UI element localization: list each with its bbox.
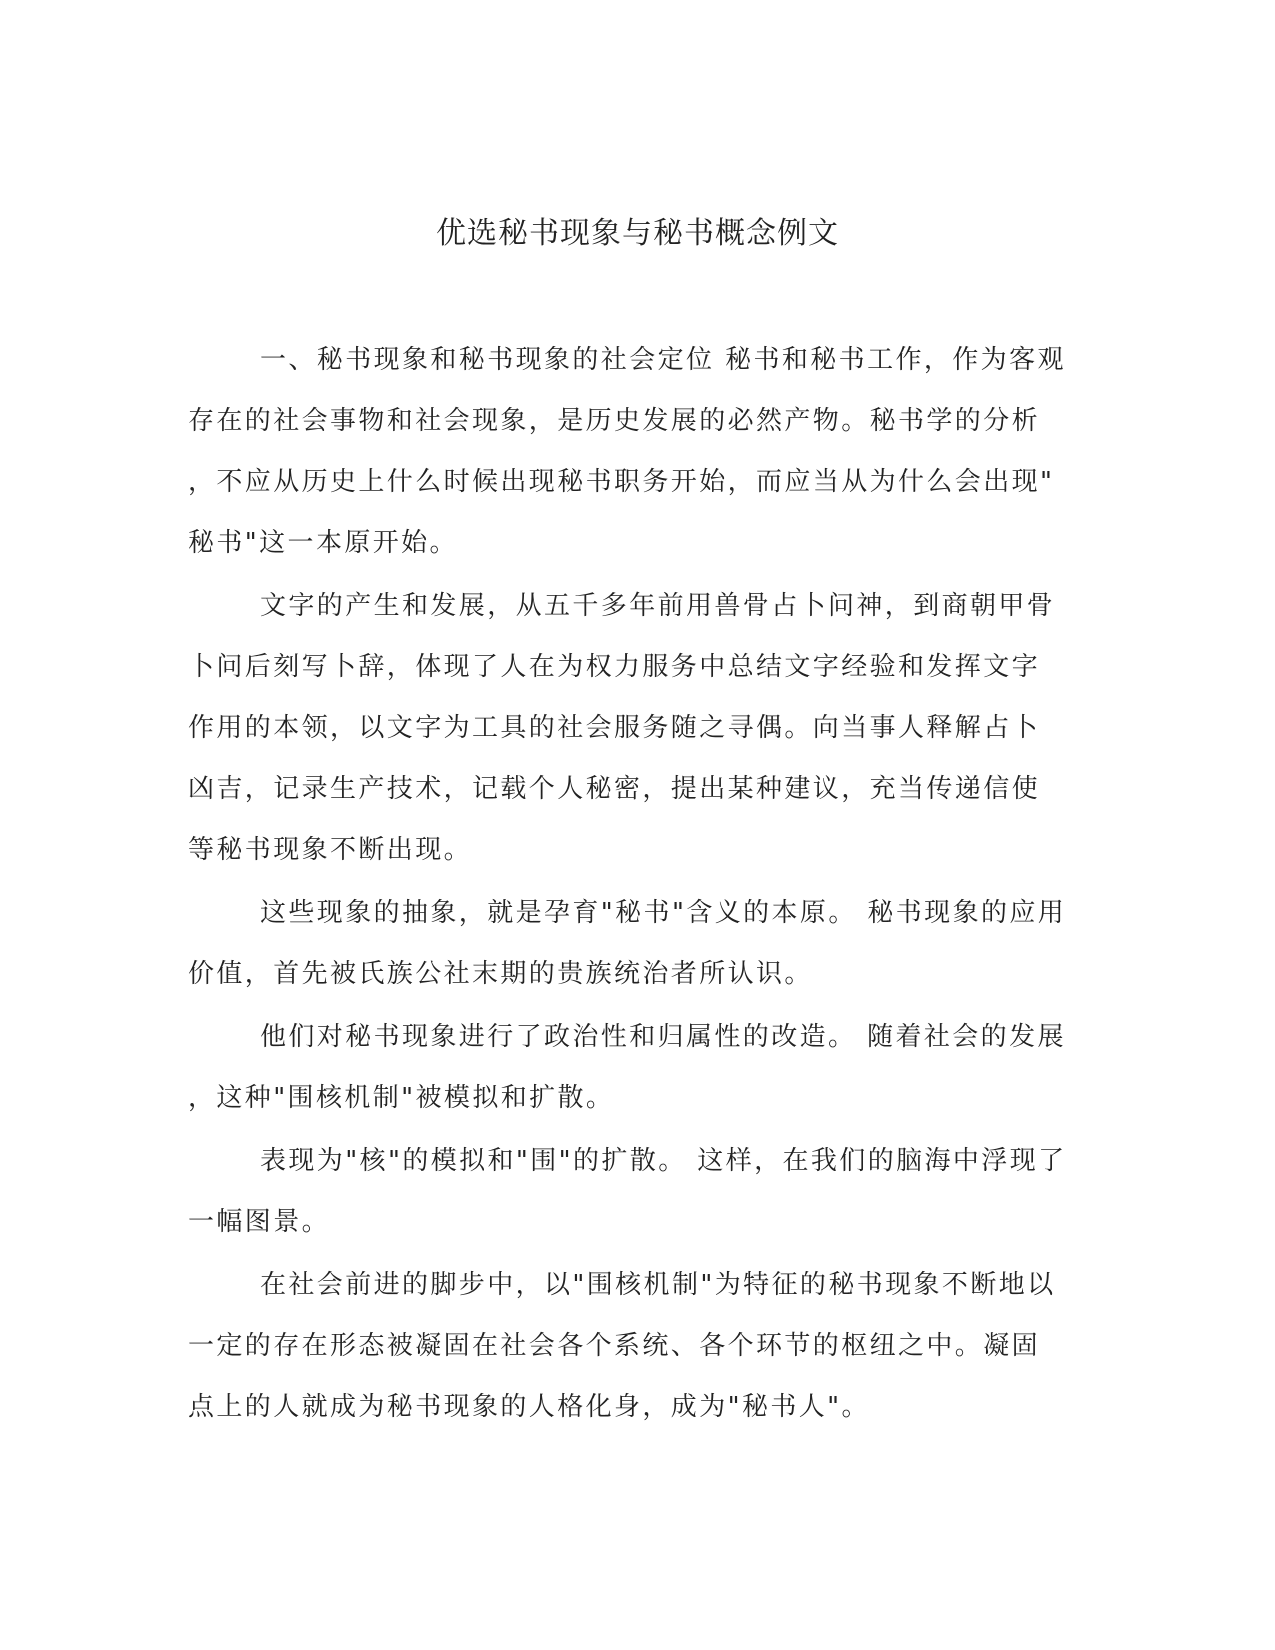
paragraph-6 bbox=[188, 1255, 1088, 1438]
paragraph-line: 一、秘书现象和秘书现象的社会定位 秘书和秘书工作，作为客观 bbox=[260, 345, 1066, 375]
paragraph-line: 一定的存在形态被凝固在社会各个系统、各个环节的枢纽之中。凝固 bbox=[188, 1331, 1041, 1361]
paragraph-line: 在社会前进的脚步中，以"围核机制"为特征的秘书现象不断地以 bbox=[260, 1270, 1056, 1300]
paragraph-line: 卜问后刻写卜辞，体现了人在为权力服务中总结文字经验和发挥文字 bbox=[188, 652, 1041, 682]
paragraph-line: 表现为"核"的模拟和"围"的扩散。 这样，在我们的脑海中浮现了 bbox=[260, 1146, 1067, 1176]
paragraph-line: 点上的人就成为秘书现象的人格化身，成为"秘书人"。 bbox=[188, 1392, 870, 1422]
paragraph-5 bbox=[188, 1131, 1088, 1253]
paragraph-line: 这些现象的抽象，就是孕育"秘书"含义的本原。 秘书现象的应用 bbox=[260, 898, 1067, 928]
paragraph-line: 等秘书现象不断出现。 bbox=[188, 835, 473, 865]
paragraph-line: 他们对秘书现象进行了政治性和归属性的改造。 随着社会的发展 bbox=[260, 1022, 1066, 1052]
paragraph-line: 一幅图景。 bbox=[188, 1207, 331, 1237]
paragraph-line: 作用的本领，以文字为工具的社会服务随之寻偶。向当事人释解占卜 bbox=[188, 713, 1041, 743]
document-title: 优选秘书现象与秘书概念例文 bbox=[436, 216, 839, 251]
paragraph-line: 价值，首先被氏族公社末期的贵族统治者所认识。 bbox=[188, 959, 813, 989]
paragraph-line: 凶吉，记录生产技术，记载个人秘密，提出某种建议，充当传递信使 bbox=[188, 774, 1041, 804]
paragraph-2 bbox=[188, 576, 1088, 881]
paragraph-1 bbox=[188, 330, 1088, 574]
paragraph-3 bbox=[188, 883, 1088, 1005]
paragraph-line: 秘书"这一本原开始。 bbox=[188, 528, 458, 558]
paragraph-line: 存在的社会事物和社会现象，是历史发展的必然产物。秘书学的分析 bbox=[188, 406, 1041, 436]
paragraph-line: ，不应从历史上什么时候出现秘书职务开始，而应当从为什么会出现" bbox=[188, 467, 1055, 497]
document-body bbox=[188, 330, 1088, 1440]
paragraph-line: 文字的产生和发展，从五千多年前用兽骨占卜问神，到商朝甲骨 bbox=[260, 591, 1056, 621]
paragraph-4 bbox=[188, 1007, 1088, 1129]
paragraph-line: ，这种"围核机制"被模拟和扩散。 bbox=[188, 1083, 615, 1113]
